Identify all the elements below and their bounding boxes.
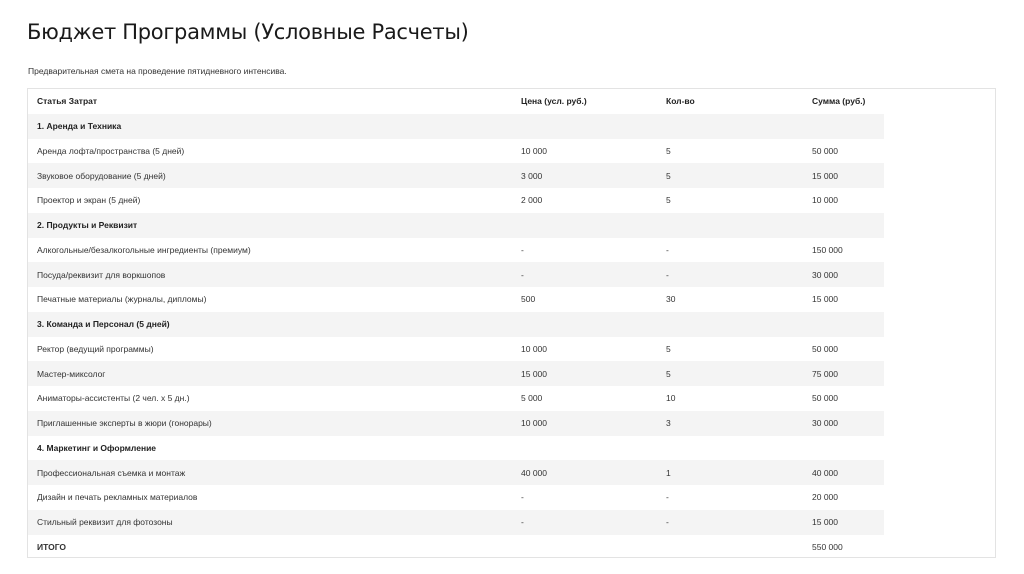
cell-sum: 50 000 <box>812 343 838 354</box>
cell-quantity: 5 <box>657 163 803 188</box>
cell-sum: 50 000 <box>812 393 838 404</box>
cell-item: Дизайн и печать рекламных материалов <box>37 492 198 503</box>
section-row <box>28 114 884 139</box>
cell-item: Звуковое оборудование (5 дней) <box>28 163 512 188</box>
table-body <box>28 114 884 535</box>
cell-price: 2 000 <box>521 195 543 206</box>
section-row <box>28 312 884 337</box>
cell-quantity: 5 <box>666 145 671 156</box>
total-value: 550 000 <box>812 541 843 552</box>
column-header-item: Статья Затрат <box>37 96 98 107</box>
cell-sum: 15 000 <box>803 510 884 535</box>
cell-item: Приглашенные эксперты в жюри (гонорары) <box>28 411 512 436</box>
budget-table-container <box>27 88 996 558</box>
table-row <box>28 386 884 411</box>
section-title: 4. Маркетинг и Оформление <box>37 442 157 453</box>
cell-price: 15 000 <box>512 361 657 386</box>
cell-quantity: 3 <box>657 411 803 436</box>
cell-item: Алкогольные/безалкогольные ингредиенты (премиум) <box>37 244 251 255</box>
cell-quantity: - <box>666 492 669 503</box>
total-row <box>28 535 884 560</box>
cell-sum: 10 000 <box>812 195 838 206</box>
cell-sum: 15 000 <box>812 294 838 305</box>
cell-quantity: 5 <box>666 343 671 354</box>
cell-quantity: 1 <box>657 460 803 485</box>
section-title: 3. Команда и Персонал (5 дней) <box>28 312 884 337</box>
table-row <box>28 361 884 386</box>
cell-quantity: - <box>657 262 803 287</box>
column-header-quantity: Кол-во <box>666 96 695 107</box>
table-row <box>28 510 884 535</box>
cell-price: 10 000 <box>521 145 547 156</box>
cell-item: Профессиональная съемка и монтаж <box>28 460 512 485</box>
cell-price: 5 000 <box>521 393 543 404</box>
cell-sum: 30 000 <box>803 262 884 287</box>
page-title: Бюджет Программы (Условные Расчеты) <box>27 20 469 44</box>
table-row <box>28 262 884 287</box>
cell-sum: 20 000 <box>812 492 838 503</box>
cell-price: - <box>521 492 524 503</box>
total-empty-cell <box>512 535 657 560</box>
cell-price: - <box>512 510 657 535</box>
table-row <box>28 485 884 510</box>
total-empty-cell <box>657 535 803 560</box>
table-row <box>28 337 884 362</box>
cell-item: Аренда лофта/пространства (5 дней) <box>37 145 185 156</box>
cell-item: Проектор и экран (5 дней) <box>37 195 141 206</box>
table-row <box>28 238 884 263</box>
cell-price: 500 <box>521 294 536 305</box>
column-header-sum: Сумма (руб.) <box>812 96 866 107</box>
table-row <box>28 411 884 436</box>
section-title: 1. Аренда и Техника <box>28 114 884 139</box>
cell-price: - <box>512 262 657 287</box>
cell-sum: 75 000 <box>803 361 884 386</box>
cell-price: 40 000 <box>512 460 657 485</box>
page-subtitle: Предварительная смета на проведение пятидневного интенсива. <box>28 66 287 76</box>
cell-quantity: 5 <box>657 361 803 386</box>
cell-quantity: 30 <box>666 294 676 305</box>
cell-quantity: - <box>666 244 669 255</box>
cell-price: 3 000 <box>512 163 657 188</box>
cell-item: Ректор (ведущий программы) <box>37 343 154 354</box>
budget-table <box>28 89 884 559</box>
table-header-row <box>28 89 884 114</box>
cell-quantity: - <box>657 510 803 535</box>
cell-item: Печатные материалы (журналы, дипломы) <box>37 294 207 305</box>
column-header-price: Цена (усл. руб.) <box>521 96 587 107</box>
table-row <box>28 139 884 164</box>
table-row <box>28 188 884 213</box>
cell-sum: 40 000 <box>803 460 884 485</box>
section-title: 2. Продукты и Реквизит <box>28 213 884 238</box>
cell-sum: 50 000 <box>812 145 838 156</box>
cell-item: Аниматоры-ассистенты (2 чел. х 5 дн.) <box>37 393 190 404</box>
table-row <box>28 163 884 188</box>
cell-item: Стильный реквизит для фотозоны <box>28 510 512 535</box>
cell-price: - <box>521 244 524 255</box>
cell-item: Посуда/реквизит для воркшопов <box>28 262 512 287</box>
cell-sum: 15 000 <box>803 163 884 188</box>
total-label: ИТОГО <box>37 541 67 552</box>
table-row <box>28 460 884 485</box>
cell-quantity: 5 <box>666 195 671 206</box>
cell-quantity: 10 <box>666 393 676 404</box>
table-row <box>28 287 884 312</box>
cell-sum: 150 000 <box>812 244 843 255</box>
section-row <box>28 436 884 461</box>
cell-price: 10 000 <box>521 343 547 354</box>
cell-price: 10 000 <box>512 411 657 436</box>
cell-item: Мастер-миксолог <box>28 361 512 386</box>
section-row <box>28 213 884 238</box>
cell-sum: 30 000 <box>803 411 884 436</box>
